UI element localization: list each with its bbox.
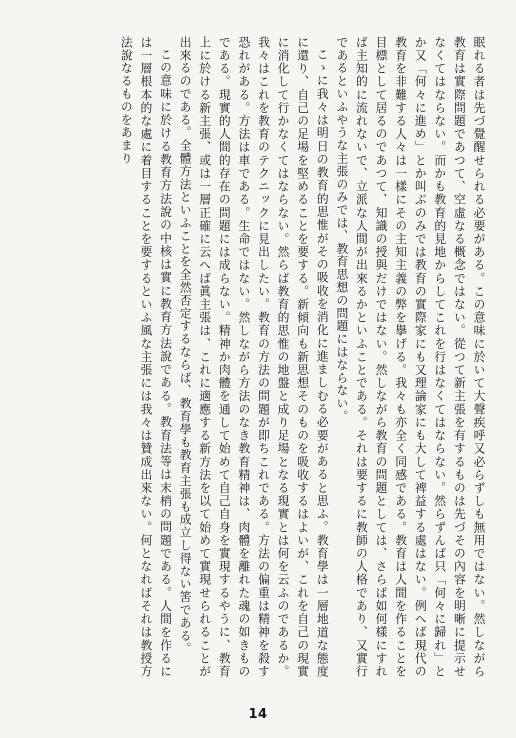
paragraph-1: 眠れる者は先づ覺醒せられる必要がある。この意味に於いて大聲疾呼又必らずしも無用ではない。然しながら教育は實際問題であつて、空虛なる概念ではない。從つて新主張を有するものは先づその內容を明晰に提示せなくてはならない。而かも教育的見地からしてこれを行はなくてはならない。然らずんば只「何々に歸れ」とか又「何々に進め」とか叫ぶのみでは教育の實際家にも又理論家にも大して裨益する處はない。例へば現代の教育を非難する人々は一樣にその主知主義の弊を擧げる。我々も亦全く同感である。教育は人間を作ることを目標として居るのであつて、知識の授與だけではない。然しながら教育の問題としては、さらば如何樣にすれば主知的に流れないで、立派な人間が出來るかといふことである。それは要するに教師の人格であり、又實行であるといふやうな主張のみでは、教育思想の問題にはならない。	[334, 36, 486, 678]
body-text	[58, 36, 488, 678]
paragraph-3: この意味に於ける教育方法說の中核は實に教育方法說である。教育法等は末梢の問題である。人間を作るには一層根本的な處に着目することを要するといふ風な主張には我々は贊成出來ない。何となればそれは教授方法說なるものをあまり	[119, 36, 173, 678]
paragraph-2: こゝに我々は明日の教育的思惟がその吸收を消化に進ましむる必要があると思ふ。教育學は一層地道な態度に還り、自己の足場を堅めることを要する。新傾向も新思想そのものを吸收するはよいが、これを自己の現實に消化して行かなくてはならない。然らば教育的思惟の地盤と成り足場となる現實とは何を云ふのであるか。我々はこれを教育のテクニックに見出したい。教育の方法の問題が即ちこれである。方法の偏重は精神を殺す恐れがある。方法は車である。生命ではない。然しながら方法のなき教育精神は、肉體を離れた魂の如きものである。現實的人間的存在の問題には成らない。精神か肉體を通して始めて自己自身を實現するやうに、教育上に於ける新主張、或は一層正確に云へば眞主張は、これに適應する新方法を以て始めて實現せられることが出來るのである。全體方法といふことを全然否定するならば、教育學も教育主張も成立し得ない筈である。	[178, 36, 330, 678]
page-number: 14	[248, 707, 268, 722]
